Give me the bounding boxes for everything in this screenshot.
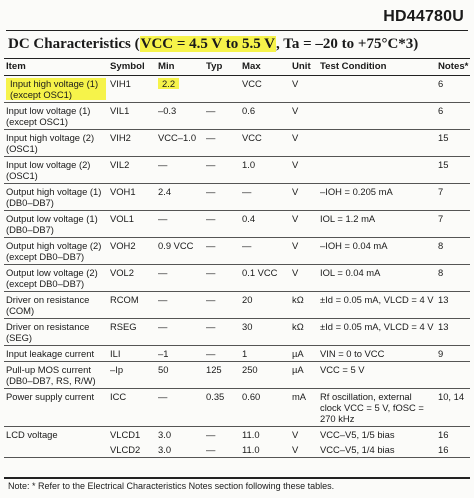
table-cell-max: 0.1 VCC [240, 265, 290, 292]
table-row [4, 211, 470, 238]
table-cell-min: –0.3 [156, 103, 204, 130]
table-cell-item [4, 442, 108, 458]
table-cell-cond: VCC–V5, 1/4 bias [318, 442, 436, 458]
table-cell-max: VCC [240, 76, 290, 103]
table-cell-typ: 125 [204, 362, 240, 389]
title-prefix: DC Characteristics ( [8, 36, 140, 52]
table-cell-unit: kΩ [290, 292, 318, 319]
table-cell-item: Output high voltage (1) (DB0–DB7) [4, 184, 108, 211]
table-cell-min: –1 [156, 346, 204, 362]
table-cell-cond [318, 157, 436, 184]
table-cell-item: Input low voltage (2) (OSC1) [4, 157, 108, 184]
table-row [4, 362, 470, 389]
table-cell-typ: — [204, 211, 240, 238]
table-row [4, 389, 470, 427]
table-cell-symbol: VOH1 [108, 184, 156, 211]
footnote: Note: * Refer to the Electrical Characteristics Notes section following these tables. [8, 481, 335, 491]
table-cell-typ: — [204, 292, 240, 319]
table-cell-typ: — [204, 103, 240, 130]
table-cell-min: — [156, 292, 204, 319]
header-rule [6, 30, 468, 31]
table-cell-typ: — [204, 238, 240, 265]
table-row [4, 319, 470, 346]
table-cell-unit: V [290, 130, 318, 157]
table-cell-max: VCC [240, 130, 290, 157]
table-row [4, 346, 470, 362]
table-cell-cond [318, 76, 436, 103]
table-cell-typ: — [204, 130, 240, 157]
table-cell-max: — [240, 184, 290, 211]
table-cell-notes: 13 [436, 292, 470, 319]
table-cell-item: Input high voltage (1) (except OSC1) [4, 76, 108, 103]
table-row [4, 292, 470, 319]
table-cell-notes: 16 [438, 429, 449, 440]
table-cell-cond: –IOH = 0.205 mA [318, 184, 436, 211]
table-cell-cond: ±Id = 0.05 mA, VLCD = 4 V [318, 292, 436, 319]
table-cell-unit: V [290, 211, 318, 238]
table-cell-unit: µA [290, 362, 318, 389]
table-cell-min: 2.2 [156, 76, 204, 103]
document-id: HD44780U [383, 8, 464, 25]
col-header: Typ [204, 59, 240, 76]
table-cell-item: Output high voltage (2) (except DB0–DB7) [4, 238, 108, 265]
table-cell-symbol: VLCD2 [108, 442, 156, 458]
table-cell-symbol: VOH2 [108, 238, 156, 265]
col-header: Notes* [436, 59, 470, 76]
table-cell-item: Driver on resistance (COM) [4, 292, 108, 319]
table-cell-symbol: VIH2 [108, 130, 156, 157]
table-cell-cond: VCC–V5, 1/5 bias [320, 429, 395, 440]
table-cell-unit: V [290, 184, 318, 211]
table-cell-unit: V [290, 442, 318, 458]
table-cell-max: 20 [240, 292, 290, 319]
table-cell-max: 0.6 [240, 103, 290, 130]
table-cell-cond: –IOH = 0.04 mA [318, 238, 436, 265]
table-cell-max: 11.0 [242, 429, 260, 440]
table-cell-min: 3.0 [158, 429, 172, 440]
table-cell-notes: 15 [436, 130, 470, 157]
table-cell-notes: 8 [436, 238, 470, 265]
table-cell-typ: — [204, 265, 240, 292]
table-cell-symbol: VLCD1 [110, 429, 141, 440]
table-cell-symbol: ILI [108, 346, 156, 362]
table-cell-cond: VIN = 0 to VCC [318, 346, 436, 362]
col-header: Max [240, 59, 290, 76]
table-cell-notes [436, 362, 470, 389]
table-row [4, 130, 470, 157]
table-cell-notes: 7 [436, 184, 470, 211]
table-cell-cond [318, 103, 436, 130]
table-cell-symbol: VOL2 [108, 265, 156, 292]
table-row [4, 265, 470, 292]
table-cell-symbol: RSEG [108, 319, 156, 346]
table-cell-max: 1.0 [240, 157, 290, 184]
table-cell-max: — [240, 238, 290, 265]
table-cell-unit: µA [290, 346, 318, 362]
table-cell-notes: 16 [436, 442, 470, 458]
col-header: Item [4, 59, 108, 76]
table-cell-min: 50 [156, 362, 204, 389]
table-row [4, 157, 470, 184]
table-cell-symbol: VIL1 [108, 103, 156, 130]
section-title [8, 36, 468, 53]
table-cell-typ: 0.35 [204, 389, 240, 427]
table-cell-item: Output low voltage (2) (except DB0–DB7) [4, 265, 108, 292]
col-header: Min [156, 59, 204, 76]
table-cell-notes: 15 [436, 157, 470, 184]
table-cell-unit: mA [290, 389, 318, 427]
table-cell-unit: V [290, 265, 318, 292]
table-cell-item: Input high voltage (2) (OSC1) [4, 130, 108, 157]
table-cell-typ: — [204, 184, 240, 211]
table-cell-min: — [156, 389, 204, 427]
table-cell-typ: — [204, 157, 240, 184]
table-cell-unit: V [290, 76, 318, 103]
table-cell-max: 250 [240, 362, 290, 389]
table-cell-unit: V [290, 238, 318, 265]
table-cell-item: Pull-up MOS current (DB0–DB7, RS, R/W) [4, 362, 108, 389]
table-cell-max: 1 [240, 346, 290, 362]
table-cell-min: VCC–1.0 [156, 130, 204, 157]
table-cell-unit: V [290, 103, 318, 130]
table-cell-typ: — [204, 442, 240, 458]
table-cell-max: 0.4 [240, 211, 290, 238]
table-bottom-rule [4, 477, 470, 479]
table-cell-symbol: RCOM [108, 292, 156, 319]
table-cell-cond [318, 130, 436, 157]
table-cell-symbol: VIH1 [108, 76, 156, 103]
table-cell-max: 0.60 [240, 389, 290, 427]
col-header: Symbol [108, 59, 156, 76]
table-cell-item: Driver on resistance (SEG) [4, 319, 108, 346]
table-row [4, 184, 470, 211]
table-cell-unit: V [292, 429, 299, 440]
table-cell-notes: 7 [436, 211, 470, 238]
table-cell-min: — [156, 157, 204, 184]
table-cell-notes: 9 [436, 346, 470, 362]
table-cell-symbol: VOL1 [108, 211, 156, 238]
table-cell-max: 11.0 [240, 442, 290, 458]
table-cell-item: Input leakage current [4, 346, 108, 362]
table-cell-typ: — [204, 346, 240, 362]
col-header: Test Condition [318, 59, 436, 76]
table-cell-symbol: –Ip [108, 362, 156, 389]
table-cell-item: Output low voltage (1) (DB0–DB7) [4, 211, 108, 238]
table-cell-typ: — [204, 319, 240, 346]
title-suffix: , Ta = –20 to +75°C*3) [276, 36, 419, 52]
table-cell-unit: V [290, 157, 318, 184]
table-cell-unit: kΩ [290, 319, 318, 346]
table-row [4, 76, 470, 103]
table-row [4, 427, 470, 443]
table-cell-min: — [156, 265, 204, 292]
table-cell-notes: 8 [436, 265, 470, 292]
table-cell-typ: — [206, 429, 216, 440]
col-header: Unit [290, 59, 318, 76]
table-cell-notes: 10, 14 [436, 389, 470, 427]
table-cell-max: 30 [240, 319, 290, 346]
table-row [4, 442, 470, 458]
table-cell-item: Input low voltage (1) (except OSC1) [4, 103, 108, 130]
table-cell-notes: 13 [436, 319, 470, 346]
table-cell-notes: 6 [436, 103, 470, 130]
table-cell-symbol: ICC [108, 389, 156, 427]
table-cell-notes: 6 [436, 76, 470, 103]
table-cell-typ [204, 76, 240, 103]
table-cell-min: — [156, 211, 204, 238]
table-cell-symbol: VIL2 [108, 157, 156, 184]
table-cell-min: 3.0 [156, 442, 204, 458]
table-cell-min: 0.9 VCC [156, 238, 204, 265]
table-cell-item: LCD voltage [6, 429, 58, 440]
title-condition-highlight: VCC = 4.5 V to 5.5 V [140, 36, 276, 52]
table-cell-cond: ±Id = 0.05 mA, VLCD = 4 V [318, 319, 436, 346]
table-cell-min: — [156, 319, 204, 346]
table-cell-cond: Rf oscillation, external clock VCC = 5 V, fOSC = 270 kHz [318, 389, 436, 427]
table-header-row [4, 59, 470, 76]
table-cell-min: 2.4 [156, 184, 204, 211]
table-row [4, 103, 470, 130]
table-cell-cond: VCC = 5 V [318, 362, 436, 389]
table-row [4, 238, 470, 265]
dc-characteristics-table [4, 58, 470, 458]
table-cell-item: Power supply current [4, 389, 108, 427]
table-cell-cond: IOL = 1.2 mA [318, 211, 436, 238]
table-cell-cond: IOL = 0.04 mA [318, 265, 436, 292]
